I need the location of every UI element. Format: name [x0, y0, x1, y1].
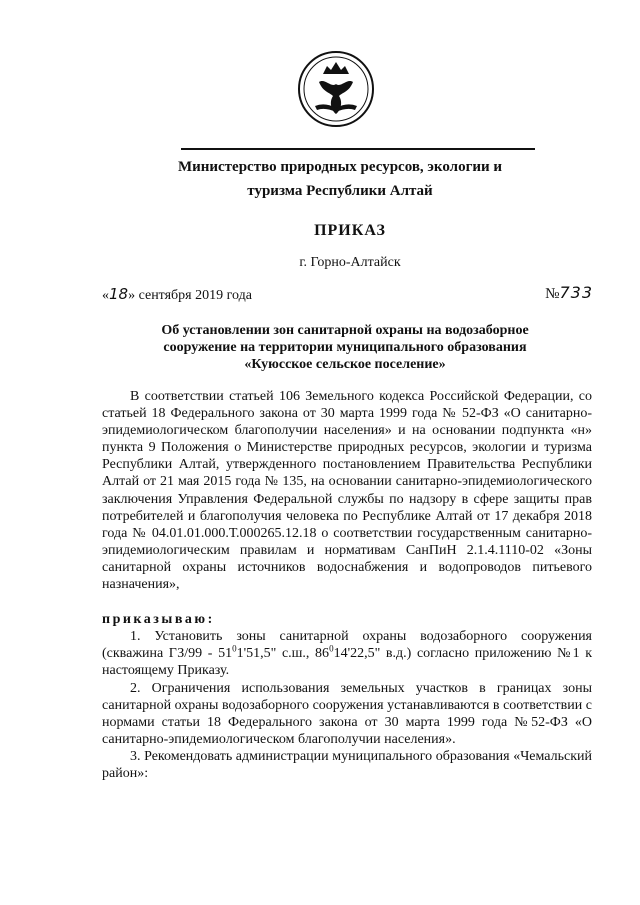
subject-line-3: «Куюсское сельское поселение»: [244, 357, 446, 372]
document-title: ПРИКАЗ: [314, 222, 386, 239]
preamble-paragraph: В соответствии статьей 106 Земельного кодекса Российской Федерации, со статьей 18 Федерального закона от 30 марта 1999 года № 52-ФЗ «О санитарно-эпидемиологическом благополучии населения» и на основании подпункта «н» пункта 9 Положения о Министерстве природных ресурсов, экологии и туризма Республики Алтай, утвержденного постановлением Правительства Республики Алтай от 21 мая 2015 года № 135, на основании санитарно-эпидемиологического заключения Управления Федеральной службы по надзору в сфере защиты прав потребителей и благополучия человека по Республике Алтай от 17 декабря 2018 года № 04.01.01.000.Т.000265.12.18 о соответствии государственным санитарно-эпидемиологическим правилам и нормативам СанПиН 2.1.4.1110-02 «Зоны санитарной охраны источников водоснабжения и водопроводов питьевого назначения»,: [102, 389, 592, 593]
item-2-paragraph: 2. Ограничения использования земельных участков в границах зоны санитарной охраны водозаборного сооружения устанавливаются в соответствии с нормами статьи 18 Федерального закона от 30 марта 1999 года №52-ФЗ «О санитарно-эпидемиологическом благополучии населения».: [102, 680, 592, 747]
date-open-quote: «: [102, 288, 109, 303]
item-1-text-c: 14'22,5" в.д.) согласно приложению №1 к настоящему Приказу.: [102, 646, 593, 679]
date-rest: » сентября 2019 года: [128, 288, 252, 303]
item-1-paragraph: [102, 628, 592, 679]
degree-mark-1: 0: [232, 643, 237, 654]
number-prefix: №: [545, 286, 560, 302]
item-1-text-b: 1'51,5" с.ш., 86: [236, 646, 330, 662]
order-heading: приказываю:: [102, 612, 215, 628]
degree-mark-2: 0: [329, 643, 334, 654]
document-date: [102, 285, 252, 304]
document-subject: [120, 322, 570, 373]
emblem-republic-altai-icon: [297, 48, 375, 130]
number-value-handwritten: 733: [559, 283, 593, 302]
ministry-line-1: Министерство природных ресурсов, экологии и: [177, 159, 503, 175]
city: г. Горно-Алтайск: [299, 255, 401, 270]
date-day-handwritten: 18: [109, 285, 129, 303]
ministry-name: [150, 155, 530, 203]
document-number: [545, 283, 593, 303]
ministry-line-2: туризма Республики Алтай: [247, 183, 433, 199]
subject-line-1: Об установлении зон санитарной охраны на водозаборное: [161, 323, 529, 338]
document-body: [102, 388, 592, 782]
header-rule: [181, 148, 535, 150]
item-3-paragraph: 3. Рекомендовать администрации муниципального образования «Чемальский район»:: [102, 748, 592, 781]
subject-line-2: сооружение на территории муниципального образования: [163, 340, 527, 355]
item-1-text-a: 1. Установить зоны санитарной охраны водозаборного сооружения (скважина ГЗ/99 - 51: [102, 629, 592, 662]
